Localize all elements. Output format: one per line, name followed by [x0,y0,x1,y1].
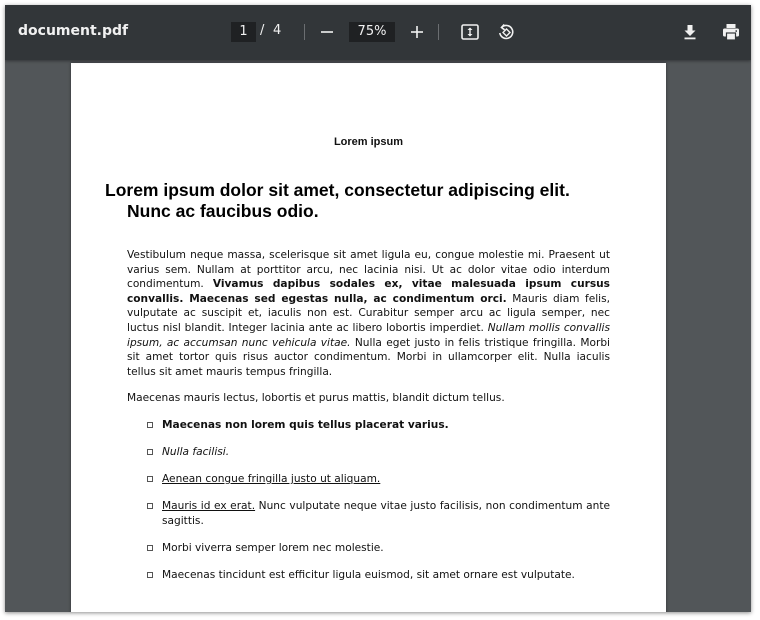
page-separator: / [260,23,265,38]
page-header-title: Lorem ipsum [333,136,404,148]
paragraph-1-text: Vestibulum neque massa, scelerisque sit amet ligula eu, congue molestie mi. Praesent ut varius sem. Nullam at porttitor arcu, nec lacinia nisi. Ut ac dolor vitae odio interdum condimentum. [127,249,610,291]
paragraph-1 [127,248,610,379]
list-item-text: Nunc vulputate neque vitae justo facilisis, non condimentum ante sagittis. [162,500,611,527]
checkbox-icon [147,449,153,455]
document-heading: Lorem ipsum dolor sit amet, consectetur adipiscing elit. Nunc ac faucibus odio. [105,180,570,221]
print-icon [721,22,741,42]
list-item-text: Maecenas tincidunt est efficitur ligula euismod, sit amet ornare est vulputate. [162,569,575,582]
toolbar-divider [304,24,305,40]
toolbar-divider [438,24,439,40]
list-item-text: Maecenas non lorem quis tellus placerat varius. [162,419,449,431]
checkbox-icon [147,503,153,509]
checkbox-icon [147,422,153,428]
paragraph-1-bold: Vivamus dapibus sodales ex, vitae malesuada ipsum cursus convallis. Maecenas sed egestas nulla, ac condimentum orci. [127,278,610,305]
pdf-viewer-window [5,5,751,612]
page-total: 4 [273,23,282,38]
zoom-out-button[interactable] [315,20,339,44]
fit-page-icon [460,22,480,42]
checkbox-icon [147,545,153,551]
zoom-out-icon [320,25,334,39]
zoom-level-input[interactable]: 75% [349,22,395,42]
paragraph-1-italic: Nullam mollis convallis ipsum, ac accumsan nunc vehicula vitae. [127,321,610,349]
list-item-text: Aenean congue fringilla justo ut aliquam. [162,473,381,486]
download-button[interactable] [678,20,702,44]
checklist [147,418,610,595]
list-item [147,499,610,528]
list-item [147,568,610,583]
print-button[interactable] [719,20,743,44]
page-number-input[interactable]: 1 [231,22,256,42]
toolbar [5,5,751,60]
paragraph-1-text-3: Nulla eget justo in felis tristique fringilla. Morbi sit amet tortor quis risus auctor condimentum. Morbi in ullamcorper elit. Nulla iaculis tellus sit amet mauris tempus fringilla. [127,336,610,378]
list-item [147,472,610,487]
list-item [147,541,610,556]
paragraph-1-text-2: Mauris diam felis, vulputate ac suscipit et, iaculis non est. Curabitur semper arcu ac ligula semper, nec luctus nisl blandit. Integer lacinia ante ac libero lobortis imperdiet. [127,292,610,334]
download-icon [681,23,699,41]
fit-page-button[interactable] [458,20,482,44]
checkbox-icon [147,572,153,578]
list-item-text: Nulla facilisi. [162,446,230,459]
checkbox-icon [147,476,153,482]
rotate-icon [496,22,516,42]
list-item [147,445,610,460]
paragraph-2: Maecenas mauris lectus, lobortis et purus mattis, blandit dictum tellus. [127,392,505,404]
list-item-text: Morbi viverra semper lorem nec molestie. [162,541,384,554]
zoom-in-button[interactable] [405,20,429,44]
document-title: document.pdf [18,23,129,39]
zoom-in-icon [410,25,424,39]
list-item-link: Mauris id ex erat. [162,500,256,513]
rotate-button[interactable] [494,20,518,44]
pdf-page [71,63,666,612]
list-item [147,418,610,433]
